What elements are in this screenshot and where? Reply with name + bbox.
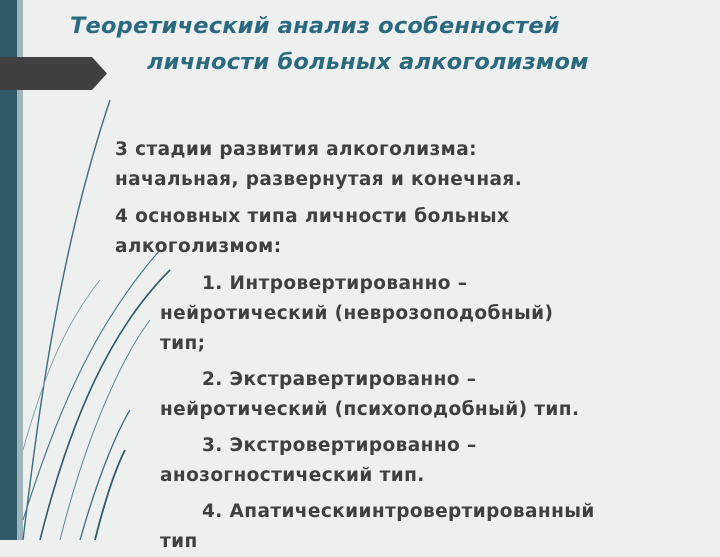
title-line-1: Теоретический анализ особенностей — [70, 13, 560, 39]
bullet-line: начальная, развернутая и конечная. — [115, 169, 523, 190]
type-item-3 — [160, 431, 715, 491]
type-line: 3. Экстровертированно – — [202, 435, 477, 456]
type-line: нейротический (психоподобный) тип. — [160, 399, 580, 420]
type-line: тип — [160, 531, 198, 552]
bullet-personality-types — [88, 202, 688, 262]
type-item-2 — [160, 365, 715, 425]
bullet-stages — [88, 135, 688, 195]
type-line: 2. Экстравертированно – — [202, 369, 477, 390]
type-item-4 — [160, 497, 715, 557]
type-line: анозогностический тип. — [160, 465, 425, 486]
slide-title — [70, 8, 710, 80]
bullet-line: 4 основных типа личности больных — [115, 206, 510, 227]
type-line: 4. Апатическиинтровертированный — [202, 501, 595, 522]
bullet-line: алкоголизмом: — [115, 236, 282, 257]
type-item-1 — [160, 269, 715, 359]
type-line: 1. Интровертированно – — [202, 273, 468, 294]
type-line: тип; — [160, 333, 206, 354]
bullet-line: 3 стадии развития алкоголизма: — [115, 139, 477, 160]
type-line: нейротический (неврозоподобный) — [160, 303, 554, 324]
title-line-2: личности больных алкоголизмом — [147, 49, 589, 75]
